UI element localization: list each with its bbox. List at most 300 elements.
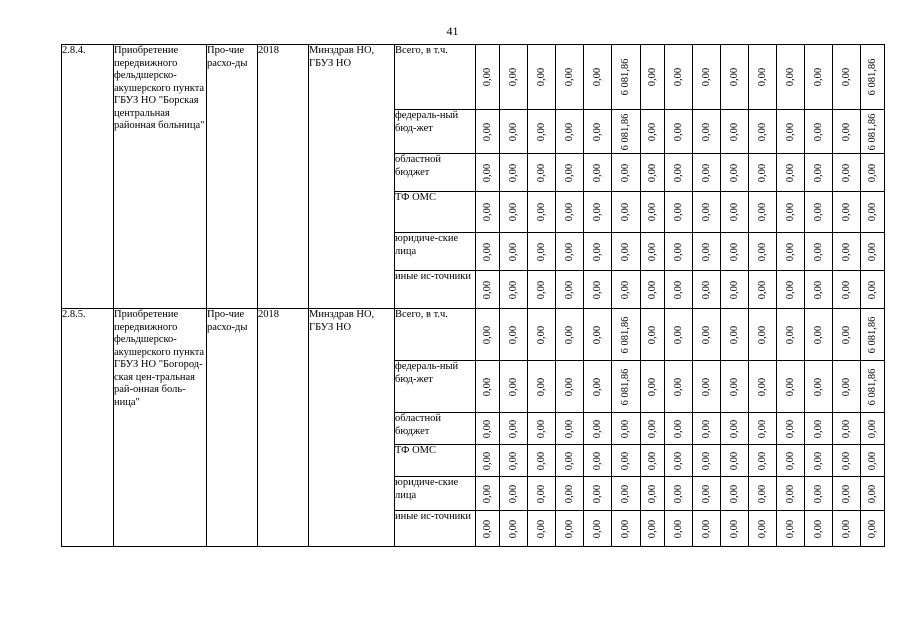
value-cell xyxy=(476,271,500,309)
value-cell xyxy=(500,309,528,361)
value-text: 0,00 xyxy=(728,519,740,538)
value-cell xyxy=(861,110,885,154)
value-text: 0,00 xyxy=(619,484,631,503)
table-row xyxy=(62,309,885,361)
item-title: Приобретение передвижного фельдшерско-акушерского пункта ГБУЗ НО "Борская центральная районная больница" xyxy=(114,45,207,309)
value-cell xyxy=(861,477,885,511)
value-text: 0,00 xyxy=(756,325,768,344)
value-cell xyxy=(777,45,805,110)
item-title: Приобретение передвижного фельдшерско-акушерского пункта ГБУЗ НО "Богород-ская цен-тральная рай-онная боль-ница" xyxy=(114,309,207,547)
value-cell xyxy=(833,233,861,271)
value-text: 0,00 xyxy=(812,451,824,470)
value-text: 0,00 xyxy=(507,325,519,344)
value-cell xyxy=(528,309,556,361)
value-text: 0,00 xyxy=(840,163,852,182)
value-cell xyxy=(749,192,777,233)
value-text: 0,00 xyxy=(646,242,658,261)
value-text: 0,00 xyxy=(507,519,519,538)
value-text: 0,00 xyxy=(535,377,547,396)
value-cell xyxy=(476,511,500,547)
value-text: 0,00 xyxy=(756,163,768,182)
value-cell xyxy=(805,110,833,154)
value-cell xyxy=(641,45,665,110)
value-text: 0,00 xyxy=(840,202,852,222)
value-cell xyxy=(584,309,612,361)
value-cell xyxy=(805,192,833,233)
value-text: 0,00 xyxy=(728,419,740,438)
value-text: 0,00 xyxy=(507,163,519,182)
value-cell xyxy=(476,192,500,233)
value-text: 0,00 xyxy=(535,484,547,503)
item-executor: Минздрав НО, ГБУЗ НО xyxy=(309,309,395,547)
value-text: 0,00 xyxy=(481,519,493,538)
value-cell xyxy=(612,477,641,511)
value-text: 0,00 xyxy=(784,202,796,222)
value-text: 0,00 xyxy=(840,122,852,141)
value-text: 0,00 xyxy=(812,419,824,438)
value-cell xyxy=(805,361,833,413)
value-text: 0,00 xyxy=(646,419,658,438)
value-cell xyxy=(641,271,665,309)
value-text: 0,00 xyxy=(728,122,740,141)
value-cell xyxy=(749,413,777,445)
value-text: 0,00 xyxy=(591,280,603,299)
value-cell xyxy=(500,271,528,309)
item-executor: Минздрав НО, ГБУЗ НО xyxy=(309,45,395,309)
value-text: 0,00 xyxy=(481,484,493,503)
value-text: 0,00 xyxy=(840,419,852,438)
value-text: 0,00 xyxy=(535,325,547,344)
value-cell xyxy=(528,413,556,445)
value-cell xyxy=(777,233,805,271)
value-cell xyxy=(556,413,584,445)
item-year: 2018 xyxy=(258,309,309,547)
value-text: 0,00 xyxy=(672,280,684,299)
value-cell xyxy=(612,445,641,477)
value-cell xyxy=(777,413,805,445)
value-cell xyxy=(833,271,861,309)
value-text: 0,00 xyxy=(700,122,712,141)
value-cell xyxy=(861,154,885,192)
value-cell xyxy=(777,445,805,477)
value-cell xyxy=(749,110,777,154)
value-text: 0,00 xyxy=(563,242,575,261)
value-cell xyxy=(665,233,693,271)
value-text: 0,00 xyxy=(619,163,631,182)
table-row xyxy=(62,45,885,110)
value-cell xyxy=(584,45,612,110)
value-text: 0,00 xyxy=(672,163,684,182)
value-text: 0,00 xyxy=(672,377,684,396)
value-cell xyxy=(556,110,584,154)
value-cell xyxy=(612,271,641,309)
value-text: 0,00 xyxy=(812,484,824,503)
value-text: 0,00 xyxy=(591,419,603,438)
value-cell xyxy=(777,110,805,154)
value-text: 0,00 xyxy=(563,519,575,538)
value-cell xyxy=(584,271,612,309)
value-cell xyxy=(556,309,584,361)
value-cell xyxy=(641,361,665,413)
value-text: 0,00 xyxy=(672,67,684,87)
value-cell xyxy=(805,45,833,110)
value-cell xyxy=(612,413,641,445)
value-text: 0,00 xyxy=(756,419,768,438)
value-text: 0,00 xyxy=(728,67,740,87)
value-text: 0,00 xyxy=(700,419,712,438)
value-cell xyxy=(665,45,693,110)
value-text: 0,00 xyxy=(756,519,768,538)
value-cell xyxy=(641,154,665,192)
value-cell xyxy=(665,361,693,413)
value-cell xyxy=(833,445,861,477)
value-text: 6 081,86 xyxy=(619,58,631,96)
value-text: 0,00 xyxy=(700,484,712,503)
value-cell xyxy=(833,361,861,413)
value-cell xyxy=(777,477,805,511)
value-text: 0,00 xyxy=(672,202,684,222)
value-text: 0,00 xyxy=(481,419,493,438)
value-text: 0,00 xyxy=(728,202,740,222)
value-text: 0,00 xyxy=(840,325,852,344)
funding-source: областной бюджет xyxy=(395,413,476,445)
value-text: 0,00 xyxy=(784,484,796,503)
value-cell xyxy=(693,154,721,192)
value-text: 0,00 xyxy=(672,325,684,344)
value-cell xyxy=(476,361,500,413)
value-cell xyxy=(749,511,777,547)
value-text: 0,00 xyxy=(646,451,658,470)
value-cell xyxy=(833,154,861,192)
value-text: 0,00 xyxy=(481,242,493,261)
value-text: 0,00 xyxy=(646,202,658,222)
value-text: 0,00 xyxy=(866,163,878,182)
value-cell xyxy=(500,110,528,154)
value-cell xyxy=(861,45,885,110)
value-cell xyxy=(749,233,777,271)
value-text: 0,00 xyxy=(591,242,603,261)
value-text: 0,00 xyxy=(866,419,878,438)
value-text: 6 081,86 xyxy=(866,58,878,96)
value-text: 0,00 xyxy=(866,519,878,538)
value-text: 0,00 xyxy=(619,419,631,438)
value-cell xyxy=(612,192,641,233)
funding-source: Всего, в т.ч. xyxy=(395,309,476,361)
value-cell xyxy=(584,511,612,547)
value-cell xyxy=(500,192,528,233)
value-text: 0,00 xyxy=(756,484,768,503)
item-expense-type: Про-чие расхо-ды xyxy=(207,45,258,309)
value-cell xyxy=(833,110,861,154)
value-text: 0,00 xyxy=(591,325,603,344)
value-cell xyxy=(584,445,612,477)
value-text: 0,00 xyxy=(507,419,519,438)
value-cell xyxy=(749,361,777,413)
value-cell xyxy=(805,309,833,361)
value-text: 0,00 xyxy=(591,451,603,470)
value-text: 0,00 xyxy=(535,122,547,141)
value-text: 0,00 xyxy=(535,280,547,299)
value-cell xyxy=(833,511,861,547)
value-text: 0,00 xyxy=(563,202,575,222)
value-cell xyxy=(528,192,556,233)
value-text: 0,00 xyxy=(481,280,493,299)
value-text: 0,00 xyxy=(784,519,796,538)
value-text: 0,00 xyxy=(672,242,684,261)
value-text: 0,00 xyxy=(672,122,684,141)
value-text: 0,00 xyxy=(840,451,852,470)
value-text: 0,00 xyxy=(756,451,768,470)
funding-source: федераль-ный бюд-жет xyxy=(395,361,476,413)
value-cell xyxy=(665,271,693,309)
value-cell xyxy=(641,477,665,511)
value-text: 0,00 xyxy=(700,280,712,299)
value-cell xyxy=(556,192,584,233)
value-cell xyxy=(749,445,777,477)
value-cell xyxy=(528,154,556,192)
value-cell xyxy=(612,154,641,192)
value-cell xyxy=(528,45,556,110)
value-text: 0,00 xyxy=(535,67,547,87)
value-cell xyxy=(476,154,500,192)
value-cell xyxy=(861,361,885,413)
funding-source: иные ис-точники xyxy=(395,511,476,547)
value-cell xyxy=(833,309,861,361)
value-cell xyxy=(476,233,500,271)
value-text: 0,00 xyxy=(812,202,824,222)
value-text: 0,00 xyxy=(535,451,547,470)
value-text: 6 081,86 xyxy=(619,316,631,353)
value-text: 0,00 xyxy=(672,519,684,538)
value-text: 0,00 xyxy=(507,280,519,299)
value-text: 0,00 xyxy=(535,519,547,538)
value-text: 0,00 xyxy=(812,242,824,261)
funding-source: юридиче-ские лица xyxy=(395,477,476,511)
value-text: 0,00 xyxy=(728,451,740,470)
value-text: 0,00 xyxy=(812,325,824,344)
value-cell xyxy=(665,511,693,547)
value-text: 0,00 xyxy=(591,67,603,87)
value-text: 6 081,86 xyxy=(619,368,631,405)
value-cell xyxy=(777,192,805,233)
value-cell xyxy=(693,361,721,413)
value-cell xyxy=(641,192,665,233)
value-cell xyxy=(476,413,500,445)
value-cell xyxy=(777,511,805,547)
value-text: 0,00 xyxy=(481,377,493,396)
value-text: 0,00 xyxy=(728,377,740,396)
value-text: 0,00 xyxy=(535,202,547,222)
value-text: 0,00 xyxy=(866,484,878,503)
value-text: 0,00 xyxy=(563,325,575,344)
value-text: 0,00 xyxy=(535,419,547,438)
value-text: 0,00 xyxy=(591,519,603,538)
value-text: 0,00 xyxy=(646,377,658,396)
value-cell xyxy=(584,477,612,511)
value-cell xyxy=(500,511,528,547)
value-text: 0,00 xyxy=(481,122,493,141)
value-text: 0,00 xyxy=(784,122,796,141)
value-text: 0,00 xyxy=(756,122,768,141)
value-text: 0,00 xyxy=(784,377,796,396)
value-text: 0,00 xyxy=(619,242,631,261)
value-cell xyxy=(721,511,749,547)
value-cell xyxy=(641,413,665,445)
value-cell xyxy=(584,361,612,413)
value-cell xyxy=(833,45,861,110)
value-cell xyxy=(528,271,556,309)
funding-source: Всего, в т.ч. xyxy=(395,45,476,110)
value-cell xyxy=(612,45,641,110)
value-cell xyxy=(612,309,641,361)
value-text: 0,00 xyxy=(646,519,658,538)
value-text: 0,00 xyxy=(481,202,493,222)
value-text: 0,00 xyxy=(619,202,631,222)
value-text: 0,00 xyxy=(812,67,824,87)
value-cell xyxy=(721,413,749,445)
funding-source: юридиче-ские лица xyxy=(395,233,476,271)
value-text: 0,00 xyxy=(507,242,519,261)
value-cell xyxy=(805,511,833,547)
value-text: 0,00 xyxy=(507,377,519,396)
value-cell xyxy=(777,309,805,361)
value-text: 0,00 xyxy=(700,325,712,344)
value-cell xyxy=(833,477,861,511)
value-cell xyxy=(584,192,612,233)
value-text: 0,00 xyxy=(481,325,493,344)
value-text: 0,00 xyxy=(840,519,852,538)
value-text: 0,00 xyxy=(563,280,575,299)
item-code: 2.8.4. xyxy=(62,45,114,309)
value-cell xyxy=(528,361,556,413)
value-cell xyxy=(476,309,500,361)
value-text: 0,00 xyxy=(646,122,658,141)
value-cell xyxy=(693,271,721,309)
value-cell xyxy=(721,309,749,361)
value-text: 0,00 xyxy=(672,451,684,470)
value-cell xyxy=(693,192,721,233)
value-text: 6 081,86 xyxy=(619,113,631,150)
value-cell xyxy=(500,477,528,511)
value-text: 0,00 xyxy=(563,484,575,503)
value-text: 0,00 xyxy=(563,377,575,396)
value-cell xyxy=(721,110,749,154)
value-cell xyxy=(833,192,861,233)
value-cell xyxy=(500,45,528,110)
value-cell xyxy=(665,477,693,511)
value-cell xyxy=(693,477,721,511)
value-cell xyxy=(612,511,641,547)
value-text: 0,00 xyxy=(812,377,824,396)
value-text: 0,00 xyxy=(563,451,575,470)
value-cell xyxy=(641,110,665,154)
value-text: 0,00 xyxy=(840,377,852,396)
value-text: 0,00 xyxy=(728,242,740,261)
value-text: 0,00 xyxy=(591,122,603,141)
value-cell xyxy=(665,154,693,192)
value-cell xyxy=(665,192,693,233)
funding-source: федераль-ный бюд-жет xyxy=(395,110,476,154)
value-cell xyxy=(584,154,612,192)
value-cell xyxy=(556,477,584,511)
value-text: 0,00 xyxy=(535,242,547,261)
value-cell xyxy=(749,154,777,192)
value-cell xyxy=(528,445,556,477)
value-text: 6 081,86 xyxy=(866,368,878,405)
value-cell xyxy=(777,271,805,309)
funding-source: областной бюджет xyxy=(395,154,476,192)
value-text: 0,00 xyxy=(784,325,796,344)
value-cell xyxy=(641,309,665,361)
funding-source: ТФ ОМС xyxy=(395,445,476,477)
value-text: 0,00 xyxy=(756,377,768,396)
value-text: 0,00 xyxy=(646,484,658,503)
value-cell xyxy=(721,361,749,413)
value-text: 0,00 xyxy=(700,242,712,261)
value-cell xyxy=(641,233,665,271)
value-cell xyxy=(777,361,805,413)
value-text: 0,00 xyxy=(619,280,631,299)
value-cell xyxy=(721,445,749,477)
value-text: 0,00 xyxy=(700,202,712,222)
value-cell xyxy=(805,154,833,192)
value-cell xyxy=(721,271,749,309)
value-cell xyxy=(612,110,641,154)
value-cell xyxy=(556,271,584,309)
value-text: 0,00 xyxy=(563,419,575,438)
value-cell xyxy=(721,154,749,192)
value-cell xyxy=(693,309,721,361)
funding-source: ТФ ОМС xyxy=(395,192,476,233)
value-cell xyxy=(861,309,885,361)
value-cell xyxy=(805,233,833,271)
item-year: 2018 xyxy=(258,45,309,309)
value-cell xyxy=(500,413,528,445)
value-text: 0,00 xyxy=(840,242,852,261)
value-text: 0,00 xyxy=(812,519,824,538)
value-text: 0,00 xyxy=(784,242,796,261)
value-cell xyxy=(749,309,777,361)
value-text: 0,00 xyxy=(507,484,519,503)
value-text: 0,00 xyxy=(507,451,519,470)
value-cell xyxy=(693,413,721,445)
value-cell xyxy=(861,413,885,445)
value-text: 0,00 xyxy=(866,451,878,470)
value-cell xyxy=(861,271,885,309)
value-text: 0,00 xyxy=(728,163,740,182)
value-text: 0,00 xyxy=(481,67,493,87)
value-text: 0,00 xyxy=(700,519,712,538)
value-text: 0,00 xyxy=(591,377,603,396)
value-cell xyxy=(476,110,500,154)
value-text: 0,00 xyxy=(563,122,575,141)
value-cell xyxy=(721,233,749,271)
value-cell xyxy=(476,445,500,477)
budget-table-body xyxy=(62,45,885,547)
value-text: 0,00 xyxy=(812,163,824,182)
value-text: 0,00 xyxy=(700,451,712,470)
value-text: 0,00 xyxy=(672,484,684,503)
value-text: 0,00 xyxy=(700,67,712,87)
value-cell xyxy=(805,413,833,445)
value-text: 0,00 xyxy=(507,122,519,141)
value-text: 0,00 xyxy=(784,163,796,182)
value-cell xyxy=(584,233,612,271)
value-text: 0,00 xyxy=(756,280,768,299)
value-cell xyxy=(500,361,528,413)
value-text: 0,00 xyxy=(672,419,684,438)
value-text: 0,00 xyxy=(784,280,796,299)
